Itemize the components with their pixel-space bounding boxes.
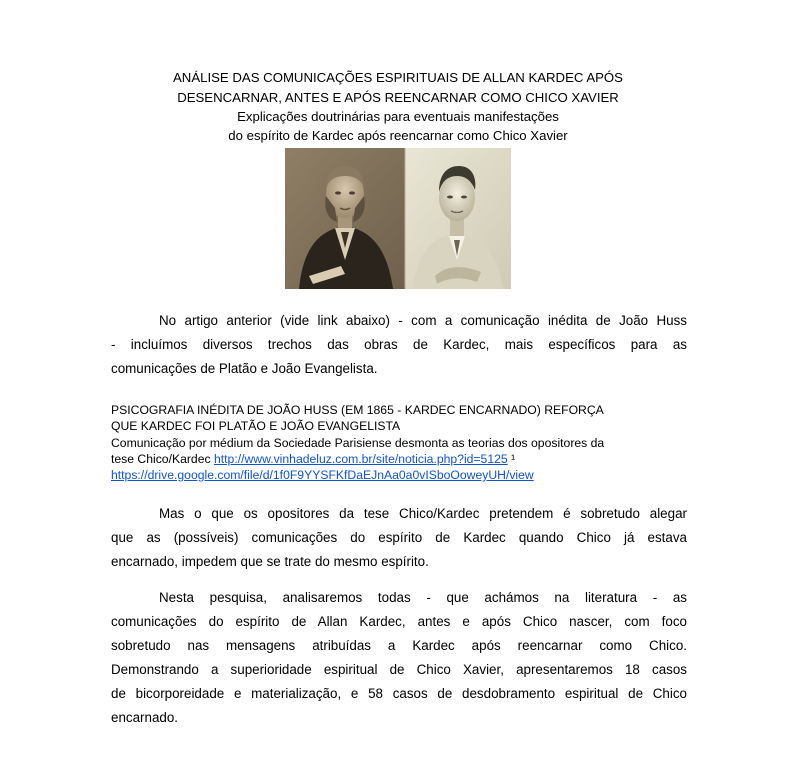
kardec-chico-photo — [285, 148, 511, 289]
paragraph-line: de bicorporeidade e materialização, e 58 casos de desdobramento espiritual de Chico — [111, 686, 687, 701]
google-drive-link[interactable]: https://drive.google.com/file/d/1f0F9YYSFKfDaEJnAa0a0vISboOoweyUH/view — [111, 468, 534, 482]
paragraph-line: Mas o que os opositores da tese Chico/Kardec pretendem é sobretudo alegar — [159, 506, 687, 521]
reference-body-line-1: Comunicação por médium da Sociedade Parisiense desmonta as teorias dos opositores da — [111, 436, 605, 450]
paragraph-line: Nesta pesquisa, analisaremos todas - que achámos na literatura - as — [159, 590, 687, 605]
reference-article-description — [111, 435, 687, 483]
portrait-allan-kardec — [285, 148, 405, 289]
paragraph-line: comunicações de Platão e João Evangelista. — [111, 361, 378, 376]
paragraph-line: encarnado. — [111, 710, 179, 725]
paragraph-line: - incluímos diversos trechos das obras de Kardec, mais específicos para as — [111, 337, 687, 352]
paragraph-previous-article — [111, 309, 687, 381]
reference-title-line-2: QUE KARDEC FOI PLATÃO E JOÃO EVANGELISTA — [111, 419, 401, 433]
reference-title-line-1: PSICOGRAFIA INÉDITA DE JOÃO HUSS (EM 1865 - KARDEC ENCARNADO) REFORÇA — [111, 403, 604, 417]
paragraph-line: Demonstrando a superioridade espiritual de Chico Xavier, apresentaremos 18 casos — [111, 662, 687, 677]
reference-body-line-2 — [111, 451, 687, 467]
portrait-chico-xavier — [405, 148, 511, 289]
paragraph-line: encarnado, impedem que se trate do mesmo espírito. — [111, 554, 429, 569]
paragraph-opponents-claim — [111, 502, 687, 574]
document-title-line-2: DESENCARNAR, ANTES E APÓS REENCARNAR COMO CHICO XAVIER — [177, 90, 619, 105]
document-subtitle-line-2: do espírito de Kardec após reencarnar como Chico Xavier — [228, 128, 568, 143]
reference-body-prefix: tese Chico/Kardec — [111, 452, 214, 466]
footnote-marker: ¹ — [511, 452, 516, 466]
paragraph-line: que as (possíveis) comunicações do espírito de Kardec quando Chico já estava — [111, 530, 687, 545]
reference-article-title — [111, 402, 687, 434]
document-subtitle-line-1: Explicações doutrinárias para eventuais manifestações — [237, 109, 559, 124]
paragraph-line: No artigo anterior (vide link abaixo) - com a comunicação inédita de João Huss — [159, 313, 687, 328]
document-title-line-1: ANÁLISE DAS COMUNICAÇÕES ESPIRITUAIS DE ALLAN KARDEC APÓS — [173, 70, 623, 85]
vinhadeluz-link[interactable]: http://www.vinhadeluz.com.br/site/noticia.php?id=5125 — [213, 452, 508, 466]
paragraph-research-scope — [111, 586, 687, 730]
paragraph-line: sobretudo nas mensagens atribuídas a Kardec após reencarnar como Chico. — [111, 638, 687, 653]
paragraph-line: comunicações do espírito de Allan Kardec, antes e após Chico nascer, com foco — [111, 614, 687, 629]
